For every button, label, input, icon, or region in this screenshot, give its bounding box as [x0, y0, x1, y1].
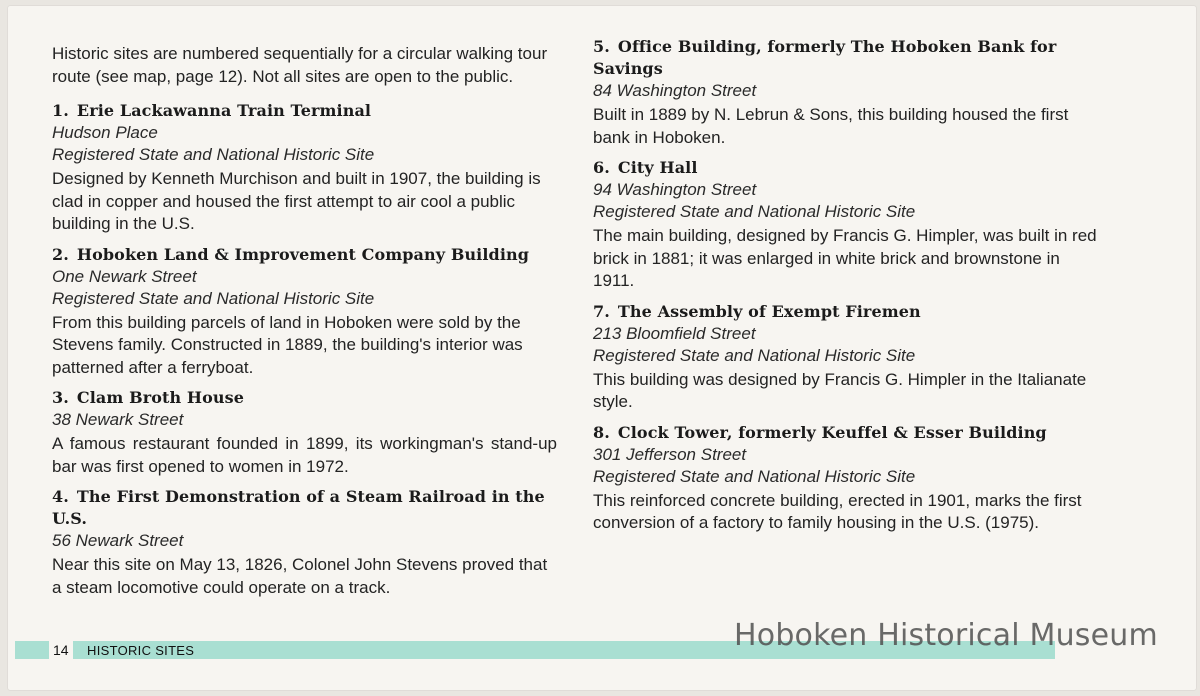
site-address: 84 Washington Street: [593, 81, 757, 100]
site-description: Designed by Kenneth Murchison and built in 1907, the building is clad in copper and housed the first attempt to air cool a public building in the U.S.: [52, 169, 541, 233]
right-column: [593, 36, 1101, 543]
site-entry-5: [593, 36, 1101, 149]
site-entry-3: [52, 387, 557, 478]
site-entry-1: [52, 100, 557, 236]
intro-paragraph: Historic sites are numbered sequentially for a circular walking tour route (see map, page 12). Not all sites are open to the public.: [52, 44, 548, 86]
site-entry-2: [52, 244, 557, 380]
site-address: 301 Jefferson Street: [593, 444, 747, 464]
site-title: [593, 301, 1101, 323]
site-title: [52, 100, 557, 122]
site-name: Clock Tower, formerly Keuffel & Esser Building: [617, 422, 1047, 442]
site-name: The Assembly of Exempt Firemen: [617, 301, 921, 321]
site-number: 5.: [593, 37, 610, 56]
site-title: [593, 157, 1101, 179]
site-description: From this building parcels of land in Hoboken were sold by the Stevens family. Constructed in 1889, the building's interior was patterned after a ferryboat.: [52, 312, 523, 377]
site-number: 1.: [52, 101, 69, 120]
site-description: This building was designed by Francis G. Himpler in the Italianate style.: [593, 369, 1087, 411]
site-description: This reinforced concrete building, erected in 1901, marks the first conversion of a factory to family housing in the U.S. (1975).: [593, 490, 1082, 532]
site-registration: Registered State and National Historic Site: [52, 288, 375, 308]
site-description: The main building, designed by Francis G. Himpler, was built in red brick in 1881; it was enlarged in white brick and brownstone in 1911.: [593, 226, 1097, 290]
brochure-page: [8, 6, 1196, 690]
site-address: 38 Newark Street: [52, 410, 184, 429]
site-title: [593, 36, 1101, 80]
site-entry-4: [52, 486, 557, 599]
site-number: 2.: [52, 244, 69, 264]
left-column: [52, 43, 557, 607]
site-title: [52, 486, 557, 530]
site-description: Near this site on May 13, 1826, Colonel John Stevens proved that a steam locomotive could operate on a track.: [52, 555, 548, 597]
site-number: 7.: [593, 301, 610, 321]
site-number: 4.: [52, 487, 69, 506]
site-address: Hudson Place: [52, 123, 158, 142]
site-address: 56 Newark Street: [52, 531, 184, 550]
site-title: [52, 244, 557, 266]
site-name: Office Building, formerly The Hoboken Bank for Savings: [593, 37, 1057, 78]
museum-watermark: Hoboken Historical Museum: [734, 618, 1158, 653]
site-number: 6.: [593, 158, 610, 177]
site-entry-7: [593, 301, 1101, 414]
section-label: HISTORIC SITES: [87, 643, 195, 658]
site-address: 94 Washington Street: [593, 180, 757, 199]
site-registration: Registered State and National Historic Site: [593, 345, 916, 365]
site-title: [52, 387, 557, 409]
site-registration: Registered State and National Historic Site: [52, 145, 375, 164]
site-registration: Registered State and National Historic Site: [593, 466, 916, 486]
site-name: Erie Lackawanna Train Terminal: [76, 101, 372, 120]
site-name: City Hall: [617, 158, 698, 177]
site-address: One Newark Street: [52, 266, 197, 286]
site-number: 3.: [52, 388, 69, 407]
site-title: [593, 422, 1101, 444]
site-number: 8.: [593, 422, 610, 442]
site-name: Hoboken Land & Improvement Company Building: [76, 244, 530, 264]
site-registration: Registered State and National Historic Site: [593, 202, 916, 221]
site-description: A famous restaurant founded in 1899, its workingman's stand-up bar was first opened to women in 1972.: [52, 434, 557, 476]
page-number: 14: [49, 641, 73, 659]
site-entry-6: [593, 157, 1101, 293]
site-entry-8: [593, 422, 1101, 535]
site-description: Built in 1889 by N. Lebrun & Sons, this building housed the first bank in Hoboken.: [593, 105, 1069, 147]
site-address: 213 Bloomfield Street: [593, 323, 756, 343]
site-name: Clam Broth House: [76, 388, 245, 407]
site-name: The First Demonstration of a Steam Railroad in the U.S.: [52, 487, 545, 528]
